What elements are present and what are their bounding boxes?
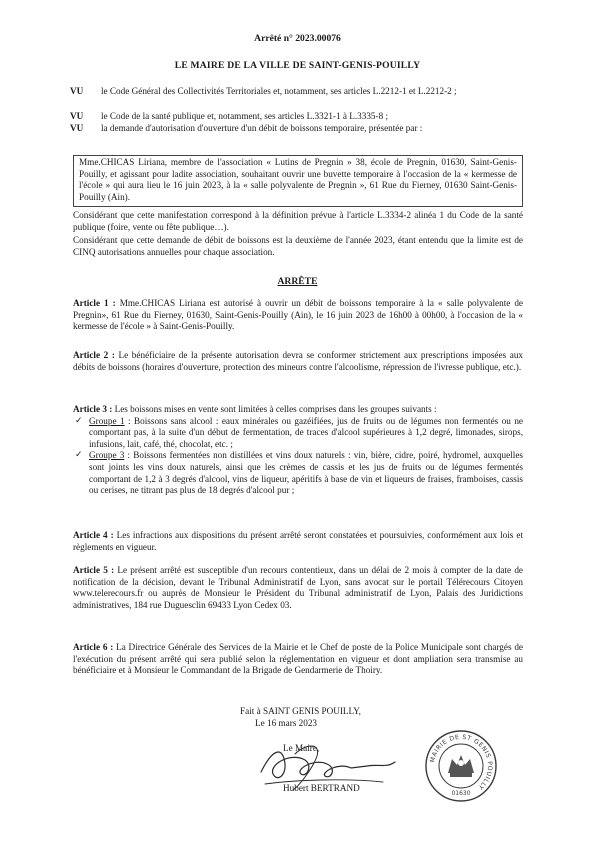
group-name: Groupe 1: [89, 415, 125, 426]
group-text: [89, 450, 523, 496]
vu-line-3: [70, 123, 510, 135]
article-text: Mme.CHICAS Liriana est autorisé à ouvrir un débit de boissons temporaire à la « salle polyvalente de Pregnin», 61 Rue du Fierney, 01630, Saint-Genis-Pouilly (Ain), le 16 juin 2023 de 16h00 à 00h00, à l'occasion de la « kermesse de l'école » à Saint-Genis-Pouilly.: [73, 298, 524, 332]
article-3-intro: [73, 404, 523, 416]
seal-emblem: [448, 755, 474, 777]
vu-label: VU: [70, 111, 84, 121]
considerant-2: Considérant que cette demande de débit de boissons est la deuxième de l'année 2023, étant entendu que la limite est de CINQ autorisations annuelles pour chaque association.: [73, 235, 523, 257]
article-label: Article 1 :: [73, 298, 116, 308]
article-text: Les infractions aux dispositions du présent arrêté seront constatées et poursuivies, conformément aux lois et règlements en vigueur.: [73, 530, 523, 552]
article-2: [73, 350, 523, 373]
article-label: Article 4 :: [73, 530, 114, 540]
article-3: [73, 404, 523, 497]
group-3-item: [73, 450, 523, 496]
vu-text: la demande d'autorisation d'ouverture d'un débit de boissons temporaire, présentée par :: [101, 123, 423, 133]
vu-label: VU: [70, 123, 84, 133]
town-seal-stamp: [424, 729, 498, 803]
article-5: [73, 565, 523, 611]
signature-place: Fait à SAINT GENIS POUILLY,: [240, 706, 361, 716]
article-4: [73, 530, 523, 553]
article-label: Article 3 :: [73, 404, 113, 414]
vu-text: le Code Général des Collectivités Territoriales et, notamment, ses articles L.2212-1 et L.2212-2 ;: [101, 86, 457, 96]
checkmark-icon: ✓: [75, 450, 83, 461]
arrete-heading: [0, 276, 595, 287]
vu-line-2: [70, 111, 510, 123]
signature-role: Le Maire,: [283, 743, 320, 753]
considerant-1: Considérant que cette manifestation correspond à la définition prévue à l'article L.3334-2 alinéa 1 du Code de la santé publique (foire, vente ou fête publique…).: [73, 210, 523, 232]
vu-line-1: [70, 86, 510, 98]
signature-date: Le 16 mars 2023: [255, 718, 318, 728]
checkmark-icon: ✓: [75, 415, 83, 426]
article-1: [73, 298, 523, 333]
article-6: [73, 642, 523, 677]
article-label: Article 2 :: [73, 350, 115, 360]
document-title: LE MAIRE DE LA VILLE DE SAINT-GENIS-POUILLY: [174, 60, 421, 71]
article-text: Le présent arrêté est susceptible d'un recours contentieux, dans un délai de 2 mois à compter de la date de notification de la décision, devant le Tribunal Administratif de Lyon, sans avocat sur le portail Télérecours Citoyen www.telerecours.fr ou auprès de Monsieur le Président du Tribunal administratif de Lyon, Palais des Juridictions administratives, 184 rue Duguesclin 69433 Lyon Cedex 03.: [73, 565, 524, 610]
group-description: : Boissons sans alcool : eaux minérales ou gazéifiées, jus de fruits ou de légumes non fermentés ou ne comportant pas, à la suite d'un début de fermentation, de traces d'alcool supérieures à 1,2 degré, limonades, sirops, infusions, lait, café, thé, chocolat, etc. ;: [89, 415, 523, 449]
arrete-number: Arrêté n° 2023.00076: [254, 33, 341, 44]
article-label: Article 6 :: [73, 642, 114, 652]
article-text: Le bénéficiaire de la présente autorisation devra se conformer strictement aux prescriptions imposées aux débits de boissons (horaires d'ouverture, protection des mineurs contre l'alcoolisme, répression de l'ivresse publique, etc.).: [73, 350, 524, 372]
group-text: [89, 416, 523, 451]
seal-postcode: 01630: [451, 790, 471, 797]
group-description: : Boissons fermentées non distillées et vins doux naturels : vin, bière, cidre, poiré, hydromel, auxquelles sont joints les vins doux naturels, ainsi que les crèmes de cassis et les jus de fruits ou de légumes fermentés comportant de 1,2 à 3 degrés d'alcool, vins de liqueur, apéritifs à base de vin et liqueurs de fraises, framboises, cassis ou cerises, ne titrant pas plus de 18 degrés d'alcool pur ;: [89, 450, 523, 496]
arrete-heading-text: ARRÊTE: [277, 276, 318, 287]
article-text: Les boissons mises en vente sont limitées à celles comprises dans les groupes suivants :: [114, 404, 437, 414]
vu-label: VU: [70, 86, 84, 96]
article-label: Article 5 :: [73, 565, 115, 575]
group-name: Groupe 3: [89, 450, 125, 461]
article-text: La Directrice Générale des Services de la Mairie et le Chef de poste de la Police Municipale sont chargés de l'exécution du présent arrêté qui sera publié selon la réglementation en vigueur et dont ampliation sera transmise au bénéficiaire et à Monsieur le Commandant de la Brigade de Gendarmerie de Thoiry.: [73, 642, 524, 676]
vu-text: le Code de la santé publique et, notamment, ses articles L.3321-1 à L.3335-8 ;: [101, 111, 389, 121]
seal-text: MAIRIE DE ST GENIS POUILLY: [429, 733, 494, 791]
signatory-name: Hubert BERTRAND: [283, 783, 360, 793]
applicant-box: Mme.CHICAS Liriana, membre de l'association « Lutins de Pregnin » 38, école de Pregnin, 01630, Saint-Genis-Pouilly, et agissant pour ladite association, souhaitant ouvrir une buvette temporaire à l'occasion de la « kermesse de l'école » qui aura lieu le 16 juin 2023, à la « salle polyvalente de Pregnin », 61 Rue du Fierney, 01630 Saint-Genis-Pouilly (Ain).: [73, 155, 523, 207]
group-1-item: [73, 416, 523, 451]
